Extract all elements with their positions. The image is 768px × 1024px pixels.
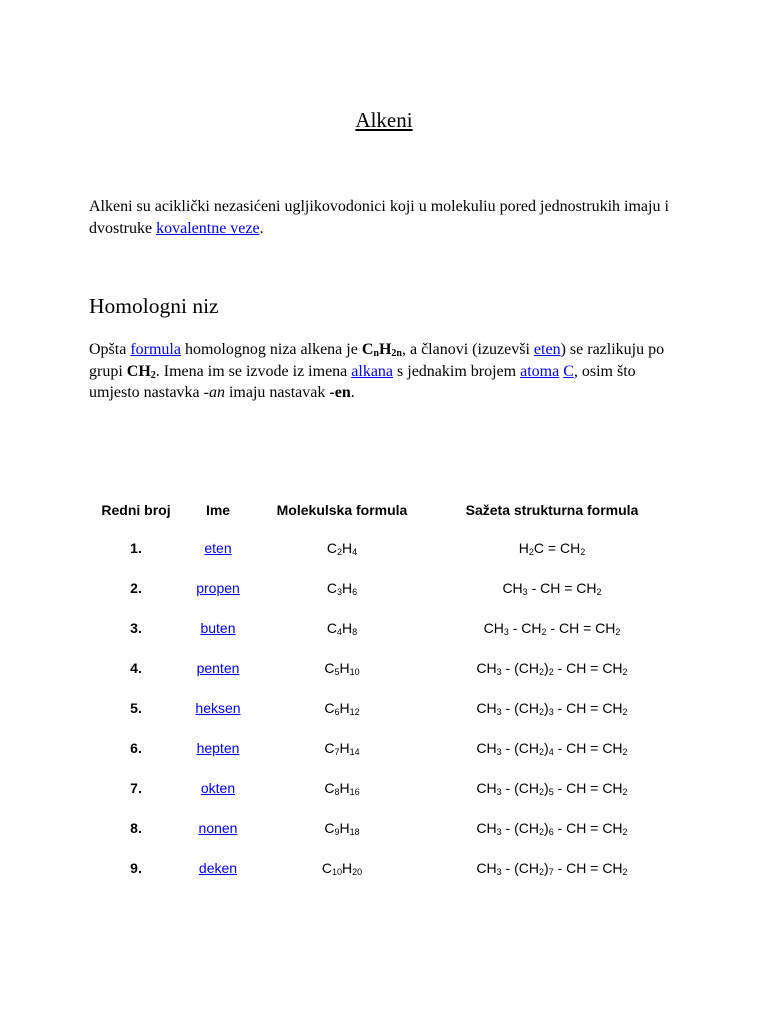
- table.rows.0.mf-part: C: [326, 540, 337, 556]
- row-name-cell: [186, 768, 250, 808]
- table.rows.5.sf-subscript: 3: [496, 747, 502, 757]
- link-hepten[interactable]: hepten: [196, 740, 240, 756]
- table.rows.2.sf-subscript: 2: [615, 627, 621, 637]
- table.rows.2.sf-part: - CH = CH: [546, 620, 616, 636]
- table.rows.7.sf-part: - (CH: [501, 820, 539, 836]
- structural-formula: [434, 808, 670, 848]
- table.rows.8.mf-part: H: [342, 860, 353, 876]
- molecular-formula: [250, 528, 434, 568]
- table.rows.6.sf-part: CH: [476, 780, 497, 796]
- table.rows.2.sf-subscript: 2: [541, 627, 547, 637]
- para-text: . Imena im se izvode iz imena: [155, 362, 352, 380]
- row-number: 3.: [130, 620, 142, 636]
- table.rows.8.sf-part: - (CH: [501, 860, 539, 876]
- row-name-cell: [186, 728, 250, 768]
- table.rows.5.sf-part: ): [544, 740, 549, 756]
- row-name-cell: [186, 648, 250, 688]
- table.rows.3.sf-part: - (CH: [501, 660, 539, 676]
- table-body: [86, 528, 670, 888]
- structural-formula: [434, 648, 670, 688]
- link-formula[interactable]: formula: [130, 341, 181, 358]
- formula-n: n: [373, 348, 379, 359]
- table.rows.0.mf-subscript: 2: [336, 547, 342, 557]
- molecular-formula: [250, 688, 434, 728]
- formula-2n: 2n: [391, 348, 402, 359]
- link-heksen[interactable]: heksen: [195, 700, 241, 716]
- table.rows.3.sf-part: CH: [476, 660, 497, 676]
- link-penten[interactable]: penten: [196, 660, 240, 676]
- table.rows.2.sf-part: - CH: [508, 620, 542, 636]
- row-name-cell: [186, 808, 250, 848]
- table.rows.2.mf-part: C: [326, 620, 337, 636]
- link-eten[interactable]: eten: [204, 540, 232, 556]
- para-text: , a članovi (izuzevši: [401, 341, 534, 358]
- table.rows.6.mf-part: H: [339, 780, 350, 796]
- table.rows.6.sf-subscript: 5: [548, 787, 554, 797]
- formula-c: C: [361, 341, 374, 358]
- table.rows.3.mf-part: C: [324, 660, 335, 676]
- row-number: 9.: [130, 860, 142, 876]
- table-row: [86, 728, 670, 768]
- structural-formula: [434, 568, 670, 608]
- table.rows.5.mf-subscript: 14: [349, 747, 360, 757]
- table.rows.2.mf-subscript: 4: [336, 627, 342, 637]
- para-text: , osim što umjesto nastavka: [89, 362, 636, 401]
- link-eten[interactable]: eten: [533, 341, 561, 358]
- molecular-formula: [250, 808, 434, 848]
- ch2-group: [127, 363, 156, 380]
- table.rows.7.sf-subscript: 6: [548, 827, 554, 837]
- table.rows.8.mf-part: C: [321, 860, 332, 876]
- para-text: s jednakim brojem: [393, 362, 521, 380]
- table.rows.6.sf-part: - CH = CH: [553, 780, 623, 796]
- table.rows.2.sf-part: CH: [483, 620, 504, 636]
- table.rows.5.sf-part: CH: [476, 740, 497, 756]
- molecular-formula: [250, 648, 434, 688]
- table.rows.6.mf-subscript: 16: [349, 787, 360, 797]
- table.rows.8.mf-subscript: 20: [352, 867, 363, 877]
- table.rows.7.mf-part: C: [324, 820, 335, 836]
- link-okten[interactable]: okten: [200, 780, 236, 796]
- para-text: homolognog niza alkena je: [180, 341, 362, 358]
- table.rows.1.mf-part: H: [342, 580, 353, 596]
- structural-formula: [434, 728, 670, 768]
- alkenes-table: [86, 492, 670, 888]
- table.rows.5.mf-part: C: [324, 740, 335, 756]
- row-number: 7.: [130, 780, 142, 796]
- section-heading: Homologni niz: [89, 294, 219, 318]
- row-number: 4.: [130, 660, 142, 676]
- table.rows.7.sf-part: ): [544, 820, 549, 836]
- row-number: 1.: [130, 540, 142, 556]
- table-row: [86, 608, 670, 648]
- table.rows.1.mf-subscript: 6: [352, 587, 358, 597]
- link-alkana[interactable]: alkana: [351, 362, 394, 380]
- molecular-formula: [250, 768, 434, 808]
- table.rows.3.sf-part: ): [544, 660, 549, 676]
- table.rows.3.sf-part: - CH = CH: [553, 660, 623, 676]
- link-buten[interactable]: buten: [200, 620, 236, 636]
- table-row: [86, 808, 670, 848]
- page-title: Alkeni: [355, 108, 413, 132]
- table.rows.4.sf-part: - (CH: [501, 700, 539, 716]
- table.rows.3.mf-part: H: [339, 660, 350, 676]
- intro-paragraph: [89, 196, 689, 240]
- table.rows.7.sf-part: CH: [476, 820, 497, 836]
- table.rows.7.sf-subscript: 3: [496, 827, 502, 837]
- table-row: [86, 768, 670, 808]
- table.rows.4.sf-subscript: 3: [496, 707, 502, 717]
- table.rows.0.sf-part: C = CH: [533, 540, 581, 556]
- header-redni-broj: Redni broj: [101, 502, 171, 518]
- row-name-cell: [186, 608, 250, 648]
- ch-text: CH: [126, 362, 151, 380]
- table.rows.2.mf-subscript: 8: [352, 627, 358, 637]
- table.rows.1.mf-part: C: [326, 580, 337, 596]
- molecular-formula: [250, 608, 434, 648]
- row-name-cell: [186, 688, 250, 728]
- table.rows.3.sf-subscript: 2: [548, 667, 554, 677]
- structural-formula: [434, 608, 670, 648]
- table.rows.1.sf-subscript: 2: [596, 587, 602, 597]
- header-sazeta-formula: Sažeta strukturna formula: [465, 502, 639, 518]
- table.rows.8.sf-subscript: 7: [548, 867, 554, 877]
- general-formula: [362, 341, 402, 358]
- table.rows.7.mf-subscript: 9: [334, 827, 340, 837]
- table.rows.0.mf-subscript: 4: [352, 547, 358, 557]
- table.rows.6.sf-part: ): [544, 780, 549, 796]
- row-name-cell: [186, 568, 250, 608]
- table.rows.6.mf-part: C: [324, 780, 335, 796]
- para-text: .: [350, 384, 355, 401]
- structural-formula: [434, 848, 670, 888]
- table.rows.5.sf-subscript: 4: [548, 747, 554, 757]
- table.rows.4.sf-part: CH: [476, 700, 497, 716]
- table.rows.6.sf-part: - (CH: [501, 780, 539, 796]
- table.rows.7.mf-subscript: 18: [349, 827, 360, 837]
- structural-formula: [434, 768, 670, 808]
- row-number: 2.: [130, 580, 142, 596]
- table.rows.4.sf-subscript: 2: [539, 707, 545, 717]
- table.rows.8.sf-subscript: 2: [539, 867, 545, 877]
- row-number: 8.: [130, 820, 142, 836]
- table-row: [86, 848, 670, 888]
- header-ime: Ime: [205, 502, 231, 518]
- table.rows.4.mf-part: C: [324, 700, 335, 716]
- formula-h: H: [378, 341, 392, 358]
- table.rows.4.sf-subscript: 2: [622, 707, 628, 717]
- link-c[interactable]: C: [563, 362, 574, 380]
- table.rows.1.sf-subscript: 3: [522, 587, 528, 597]
- table.rows.1.sf-part: - CH = CH: [527, 580, 597, 596]
- table.rows.0.sf-part: H: [518, 540, 529, 556]
- intro-text: Alkeni su aciklički nezasićeni ugljikovodonici koji u molekuliu pored jednostrukih imaju i dvostruke: [89, 198, 669, 237]
- link-propen[interactable]: propen: [196, 580, 240, 596]
- table.rows.6.sf-subscript: 2: [622, 787, 628, 797]
- link-atoma[interactable]: atoma: [520, 362, 560, 380]
- table.rows.3.sf-subscript: 2: [539, 667, 545, 677]
- table.rows.8.sf-part: CH: [476, 860, 497, 876]
- table.rows.8.sf-subscript: 2: [622, 867, 628, 877]
- header-molekulska-formula: Molekulska formula: [276, 502, 408, 518]
- para-text: ) se razlikuju po grupi: [89, 341, 665, 380]
- table.rows.1.mf-subscript: 3: [336, 587, 342, 597]
- table.rows.5.mf-part: H: [339, 740, 350, 756]
- table.rows.5.mf-subscript: 7: [334, 747, 340, 757]
- ch-sub: 2: [150, 369, 156, 381]
- table.rows.3.mf-subscript: 10: [349, 667, 360, 677]
- table.rows.8.sf-part: ): [544, 860, 549, 876]
- table.rows.7.sf-part: - CH = CH: [553, 820, 623, 836]
- molecular-formula: [250, 848, 434, 888]
- homologous-series-paragraph: [89, 339, 689, 404]
- table.rows.3.sf-subscript: 3: [496, 667, 502, 677]
- row-name-cell: [186, 848, 250, 888]
- structural-formula: [434, 528, 670, 568]
- table.rows.3.sf-subscript: 2: [622, 667, 628, 677]
- table.rows.8.mf-subscript: 10: [331, 867, 342, 877]
- table.rows.5.sf-subscript: 2: [622, 747, 628, 757]
- table.rows.6.sf-subscript: 2: [539, 787, 545, 797]
- table.rows.4.mf-subscript: 12: [349, 707, 360, 717]
- table.rows.4.sf-part: - CH = CH: [553, 700, 623, 716]
- link-kovalentne-veze[interactable]: kovalentne veze: [156, 220, 260, 237]
- table.rows.5.sf-part: - (CH: [501, 740, 539, 756]
- suffix-en: -en: [329, 384, 351, 401]
- table.rows.5.sf-part: - CH = CH: [553, 740, 623, 756]
- table.rows.7.sf-subscript: 2: [622, 827, 628, 837]
- link-nonen[interactable]: nonen: [198, 820, 238, 836]
- table.rows.7.sf-subscript: 2: [539, 827, 545, 837]
- table-row: [86, 568, 670, 608]
- table.rows.7.mf-part: H: [339, 820, 350, 836]
- table.rows.1.sf-part: CH: [502, 580, 523, 596]
- row-name-cell: [186, 528, 250, 568]
- table-header-row: [86, 492, 670, 528]
- table.rows.2.mf-part: H: [342, 620, 353, 636]
- link-deken[interactable]: deken: [198, 860, 238, 876]
- structural-formula: [434, 688, 670, 728]
- table.rows.6.mf-subscript: 8: [334, 787, 340, 797]
- table.rows.0.mf-part: H: [342, 540, 353, 556]
- table-row: [86, 648, 670, 688]
- table.rows.0.sf-subscript: 2: [528, 547, 534, 557]
- para-text: Opšta: [89, 341, 131, 358]
- table.rows.3.mf-subscript: 5: [334, 667, 340, 677]
- row-number: 6.: [130, 740, 142, 756]
- table.rows.4.sf-subscript: 3: [548, 707, 554, 717]
- para-text: imaju nastavak: [224, 384, 330, 401]
- table.rows.4.mf-subscript: 6: [334, 707, 340, 717]
- table-row: [86, 688, 670, 728]
- molecular-formula: [250, 568, 434, 608]
- table.rows.8.sf-part: - CH = CH: [553, 860, 623, 876]
- table.rows.2.sf-subscript: 3: [503, 627, 509, 637]
- suffix-an: -an: [203, 384, 225, 401]
- table.rows.0.sf-subscript: 2: [580, 547, 586, 557]
- row-number: 5.: [130, 700, 142, 716]
- table.rows.6.sf-subscript: 3: [496, 787, 502, 797]
- molecular-formula: [250, 728, 434, 768]
- table.rows.4.mf-part: H: [339, 700, 350, 716]
- table.rows.5.sf-subscript: 2: [539, 747, 545, 757]
- table-row: [86, 528, 670, 568]
- intro-end: .: [259, 220, 264, 237]
- table.rows.4.sf-part: ): [544, 700, 549, 716]
- table.rows.8.sf-subscript: 3: [496, 867, 502, 877]
